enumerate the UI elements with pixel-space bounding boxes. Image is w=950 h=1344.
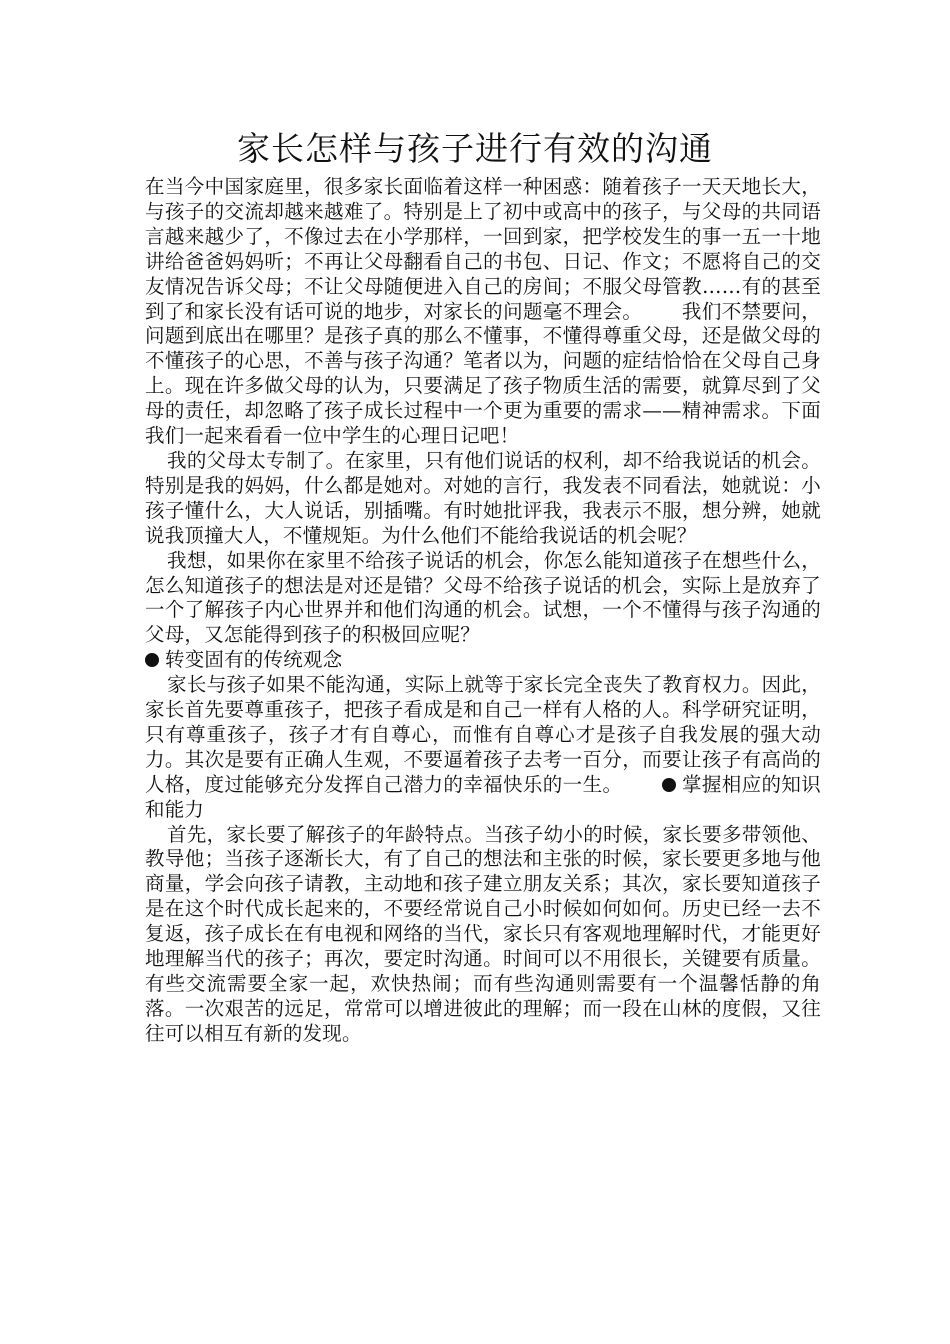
section-heading-1-text: 转变固有的传统观念 xyxy=(165,648,343,672)
intro-text-part2: 我们不禁要问，问题到底出在哪里？是孩子真的那么不懂事，不懂得尊重父母，还是做父母的不懂孩子的心思，不善与孩子沟通？笔者以为，问题的症结恰恰在父母自己身上。现在许多做父母的认为，只要满足了孩子物质生活的需要，就算尽到了父母的责任，却忽略了孩子成长过程中一个更为重要的需求——精神需求。下面我们一起来看看一位中学生的心理日记吧！ xyxy=(145,299,821,448)
document-body xyxy=(145,175,821,1047)
bullet-dot-icon xyxy=(662,778,676,792)
section-2-paragraph: 首先，家长要了解孩子的年龄特点。当孩子幼小的时候，家长要多带领他、教导他；当孩子逐渐长大，有了自己的想法和主张的时候，家长要更多地与他商量，学会向孩子请教，主动地和孩子建立朋友关系；其次，家长要知道孩子是在这个时代成长起来的，不要经常说自己小时候如何如何。历史已经一去不复返，孩子成长在有电视和网络的当代，家长只有客观地理解时代，才能更好地理解当代的孩子；再次，要定时沟通。时间可以不用很长，关键要有质量。有些交流需要全家一起，欢快热闹；而有些沟通则需要有一个温馨恬静的角落。一次艰苦的远足，常常可以增进彼此的理解；而一段在山林的度假，又往往可以相互有新的发现。 xyxy=(145,822,821,1045)
intro-text-part1: 在当今中国家庭里，很多家长面临着这样一种困惑：随着孩子一天天地长大，与孩子的交流却越来越难了。特别是上了初中或高中的孩子，与父母的共同语言越来越少了，不像过去在小学那样，一回到家，把学校发生的事一五一十地讲给爸爸妈妈听；不再让父母翻看自己的书包、日记、作文；不愿将自己的交友情况告诉父母；不让父母随便进入自己的房间；不服父母管教……有的甚至到了和家长没有话可说的地步，对家长的问题毫不理会。 xyxy=(145,175,821,323)
intro-paragraph xyxy=(145,175,821,449)
section-heading-1 xyxy=(145,648,821,673)
section-1-text: 家长与孩子如果不能沟通，实际上就等于家长完全丧失了教育权力。因此，家长首先要尊重孩子，把孩子看成是和自己一样有人格的人。科学研究证明，只有尊重孩子，孩子才有自尊心，而惟有自尊心才是孩子自我发展的强大动力。其次是要有正确人生观，不要逼着孩子去考一百分，而要让孩子有高尚的人格，度过能够充分发挥自己潜力的幸福快乐的一生。 xyxy=(145,673,821,796)
bullet-dot-icon xyxy=(145,653,159,667)
diary-paragraph: 我的父母太专制了。在家里，只有他们说话的权利，却不给我说话的机会。特别是我的妈妈，什么都是她对。对她的言行，我发表不同看法，她就说：小孩子懂什么，大人说话，别插嘴。有时她批评我，我表示不服，想分辨，她就说我顶撞大人，不懂规矩。为什么他们不能给我说话的机会呢？ xyxy=(145,448,821,547)
section-1-paragraph xyxy=(145,673,821,822)
section-heading-2-text: 掌握相应的知识和能力 xyxy=(145,772,821,821)
document-title: 家长怎样与孩子进行有效的沟通 xyxy=(237,129,713,168)
reflection-paragraph: 我想，如果你在家里不给孩子说话的机会，你怎么能知道孩子在想些什么，怎么知道孩子的想法是对还是错？父母不给孩子说话的机会，实际上是放弃了一个了解孩子内心世界并和他们沟通的机会。试想，一个不懂得与孩子沟通的父母，又怎能得到孩子的积极回应呢？ xyxy=(145,548,821,647)
